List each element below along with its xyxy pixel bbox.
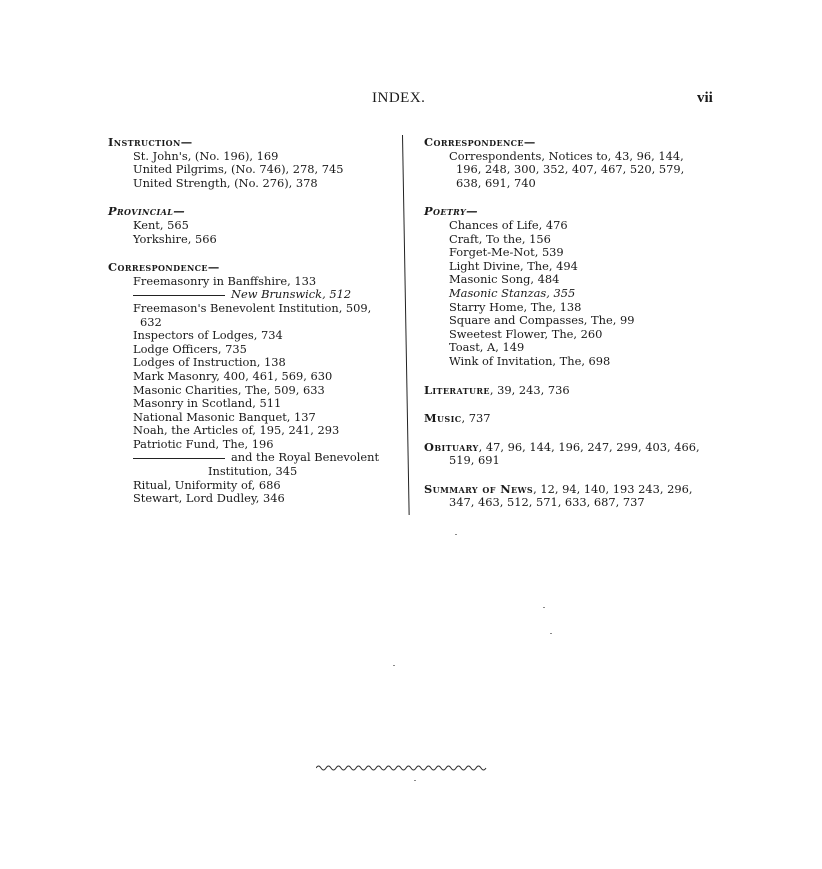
paper-speck <box>393 665 395 666</box>
section-heading <box>424 483 714 497</box>
entry-text: New Brunswick, 512 <box>231 287 352 302</box>
heading-label: Obituary <box>424 439 479 454</box>
section-obituary <box>424 441 714 468</box>
index-entry: Forget-Me-Not, 539 <box>449 245 564 260</box>
index-entry: Sweetest Flower, The, 260 <box>449 326 603 341</box>
section-literature <box>424 384 714 398</box>
index-entry-continuation: 519, 691 <box>449 453 500 468</box>
section-heading <box>424 384 714 398</box>
paper-speck <box>455 534 457 535</box>
index-entry: Freemasonry in Banffshire, 133 <box>133 273 317 288</box>
paper-speck <box>543 607 545 608</box>
index-entry: Freemason's Benevolent Institution, 509, <box>133 300 372 315</box>
section-instruction <box>108 136 398 190</box>
index-entry-continuation: 347, 463, 512, 571, 633, 687, 737 <box>449 495 645 510</box>
index-entry-continuation: 632 <box>140 314 162 329</box>
index-entry: Kent, 565 <box>133 217 189 232</box>
index-entry: Stewart, Lord Dudley, 346 <box>133 491 285 506</box>
index-entry-continuation: Institution, 345 <box>208 464 298 479</box>
section-music <box>424 412 714 426</box>
entry-text: and the Royal Benevolent <box>231 450 380 465</box>
index-entry: Lodges of Instruction, 138 <box>133 355 286 370</box>
ditto-dash <box>133 295 225 296</box>
heading-label: Summary of News <box>424 481 534 496</box>
index-entry: Light Divine, The, 494 <box>449 258 578 273</box>
page-title: INDEX. <box>372 90 426 106</box>
index-entry: Wink of Invitation, The, 698 <box>449 353 611 368</box>
index-entry: Mark Masonry, 400, 461, 569, 630 <box>133 368 333 383</box>
index-entry-continuation: 638, 691, 740 <box>456 175 536 190</box>
page-refs: , 12, 94, 140, 193 243, 296, <box>533 481 693 496</box>
right-column <box>424 136 714 525</box>
paper-speck <box>550 633 552 634</box>
page-refs: , 39, 243, 736 <box>489 382 570 397</box>
page-refs: , 737 <box>461 411 491 426</box>
index-entry: Square and Compasses, The, 99 <box>449 313 635 328</box>
left-column <box>108 136 398 521</box>
ditto-dash <box>133 458 225 459</box>
section-correspondence <box>424 136 714 190</box>
section-summary-of-news <box>424 483 714 510</box>
section-heading: Instruction— <box>108 135 193 149</box>
decorative-wavy-rule <box>316 762 488 774</box>
section-heading: Provincial— <box>108 204 186 219</box>
index-entry: Masonic Charities, The, 509, 633 <box>133 382 325 397</box>
index-entry: Toast, A, 149 <box>449 340 525 355</box>
section-heading <box>424 441 714 455</box>
heading-label: Literature <box>424 382 490 397</box>
heading-label: Music <box>424 411 462 426</box>
section-heading: Poetry— <box>424 204 478 219</box>
index-entry: Craft, To the, 156 <box>449 231 551 246</box>
column-divider <box>402 135 410 515</box>
index-entry <box>108 288 398 302</box>
section-heading <box>424 412 714 426</box>
index-entry: Masonry in Scotland, 511 <box>133 396 282 411</box>
index-entry: Noah, the Articles of, 195, 241, 293 <box>133 423 340 438</box>
section-correspondence <box>108 261 398 506</box>
index-entry: Masonic Stanzas, 355 <box>449 285 576 300</box>
index-entry: Starry Home, The, 138 <box>449 299 582 314</box>
index-entry: United Strength, (No. 276), 378 <box>133 175 318 190</box>
section-provincial <box>108 205 398 246</box>
index-entry: National Masonic Banquet, 137 <box>133 409 316 424</box>
index-entry-continuation: 196, 248, 300, 352, 407, 467, 520, 579, <box>456 162 685 177</box>
index-entry: Chances of Life, 476 <box>449 217 568 232</box>
index-entry <box>108 451 398 465</box>
index-entry: Correspondents, Notices to, 43, 96, 144, <box>449 148 684 163</box>
index-entry: Masonic Song, 484 <box>449 272 560 287</box>
section-poetry <box>424 205 714 368</box>
index-entry: Inspectors of Lodges, 734 <box>133 328 283 343</box>
index-entry: Ritual, Uniformity of, 686 <box>133 477 281 492</box>
index-entry: St. John's, (No. 196), 169 <box>133 148 279 163</box>
index-entry: United Pilgrims, (No. 746), 278, 745 <box>133 162 344 177</box>
index-entry: Lodge Officers, 735 <box>133 341 247 356</box>
section-heading: Correspondence— <box>108 260 220 275</box>
index-entry: Yorkshire, 566 <box>133 231 217 246</box>
index-entry: Patriotic Fund, The, 196 <box>133 436 274 451</box>
page-number: vii <box>697 90 713 106</box>
section-heading: Correspondence— <box>424 135 536 149</box>
page-refs: , 47, 96, 144, 196, 247, 299, 403, 466, <box>478 439 700 454</box>
paper-speck <box>414 780 416 781</box>
